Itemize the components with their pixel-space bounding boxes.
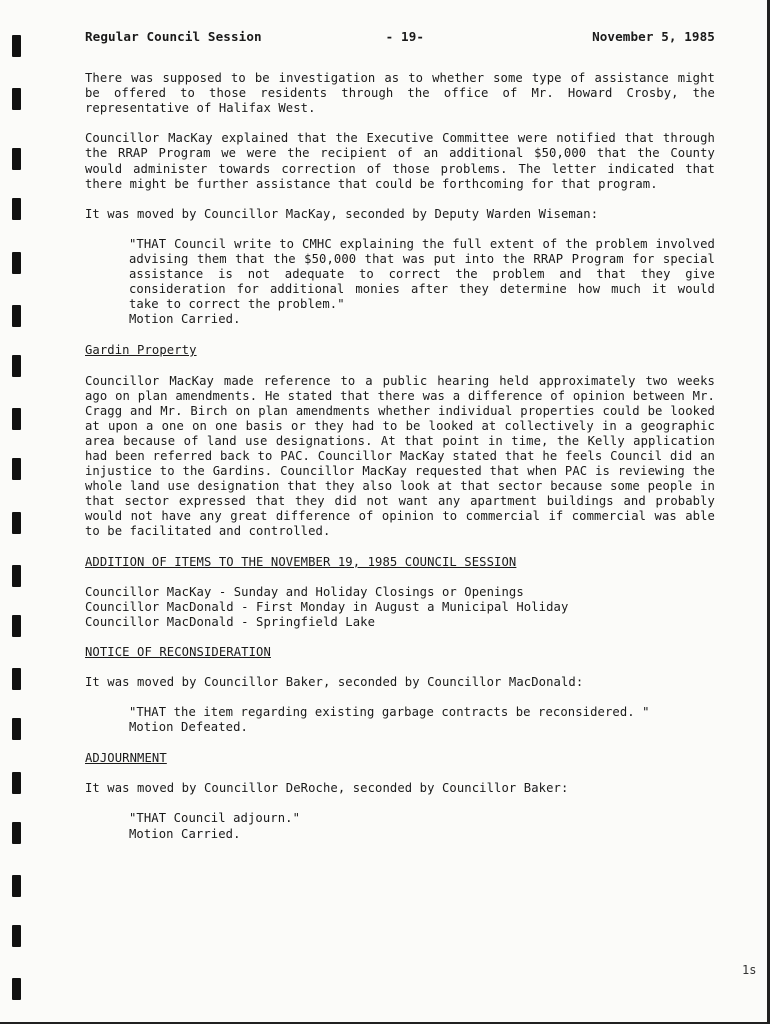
motion-adjourn	[129, 811, 715, 841]
binding-hole	[12, 925, 21, 947]
binding-hole	[12, 458, 21, 480]
binding-hole	[12, 252, 21, 274]
motion-text: "THAT Council write to CMHC explaining the full extent of the problem involved advising them that the $50,000 that was put into the RRAP Program for special assistance is not adequate to correct the problem and that they give consideration for additional monies after they determine how much it would take to correct the problem."	[129, 236, 715, 312]
motion-result: Motion Carried.	[129, 826, 241, 841]
meeting-date: November 5, 1985	[592, 29, 715, 44]
section-heading-adjournment: ADJOURNMENT	[85, 751, 167, 766]
binding-hole	[12, 88, 21, 110]
page-number: - 19-	[385, 29, 425, 44]
binding-hole	[12, 305, 21, 327]
paragraph-motion-baker: It was moved by Councillor Baker, seconded by Councillor MacDonald:	[85, 675, 584, 689]
binding-hole	[12, 148, 21, 170]
binding-hole	[12, 615, 21, 637]
list-item: Councillor MacDonald - Springfield Lake	[85, 614, 376, 629]
list-item: Councillor MacDonald - First Monday in August a Municipal Holiday	[85, 599, 569, 614]
motion-text: "THAT Council adjourn."	[129, 811, 301, 826]
session-title: Regular Council Session	[85, 29, 262, 44]
binding-hole	[12, 772, 21, 794]
list-item: Councillor MacKay - Sunday and Holiday Closings or Openings	[85, 584, 524, 599]
binding-hole	[12, 668, 21, 690]
binding-hole	[12, 822, 21, 844]
paragraph-motion-deroche: It was moved by Councillor DeRoche, seconded by Councillor Baker:	[85, 781, 569, 796]
section-heading-gardin: Gardin Property	[85, 343, 197, 358]
paragraph-crosby: There was supposed to be investigation as to whether some type of assistance might be offered to those residents through the office of Mr. Howard Crosby, the representative of Halifax West.	[85, 71, 715, 116]
binding-hole	[12, 978, 21, 1000]
minutes-body	[85, 29, 715, 858]
binding-hole	[12, 512, 21, 534]
page-header	[85, 29, 715, 44]
binding-hole	[12, 35, 21, 57]
paragraph-motion-mackay: It was moved by Councillor MacKay, seconded by Deputy Warden Wiseman:	[85, 206, 599, 221]
motion-result: Motion Carried.	[129, 312, 241, 327]
paragraph-gardin: Councillor MacKay made reference to a public hearing held approximately two weeks ago on plan amendments. He stated that there was a difference of opinion between Mr. Cragg and Mr. Birch on plan amendments whether individual properties could be looked at upon a one on one basis or they had to be looked at collectively in a geographic area because of land use designations. At that point in time, the Kelly application had been referred back to PAC. Councillor MacKay stated that he feels Council did an injustice to the Gardins. Councillor MacKay requested that when PAC is reviewing the whole land use designation that they also look at that sector because some people in that sector expressed that they did not want any apartment buildings and probably would not have any great difference of opinion to commercial if commercial was able to be facilitated and controlled.	[85, 373, 715, 539]
motion-cmhc	[129, 237, 715, 328]
motion-result: Motion Defeated.	[129, 720, 248, 735]
corner-mark: 1s	[742, 963, 757, 977]
paragraph-rrap: Councillor MacKay explained that the Executive Committee were notified that through the RRAP Program we were the recipient of an additional $50,000 that the County would administer towards correction of those problems. The letter indicated that there might be further assistance that could be forthcoming for that program.	[85, 131, 715, 191]
section-heading-addition: ADDITION OF ITEMS TO THE NOVEMBER 19, 1985 COUNCIL SESSION	[85, 554, 517, 569]
motion-text: "THAT the item regarding existing garbage contracts be reconsidered. "	[129, 705, 650, 720]
binding-hole	[12, 565, 21, 587]
binding-hole	[12, 198, 21, 220]
binding-hole	[12, 355, 21, 377]
binding-hole	[12, 718, 21, 740]
added-items-list	[85, 585, 715, 630]
section-heading-notice: NOTICE OF RECONSIDERATION	[85, 644, 271, 659]
binding-hole	[12, 408, 21, 430]
binding-hole	[12, 875, 21, 897]
motion-garbage	[129, 705, 715, 735]
